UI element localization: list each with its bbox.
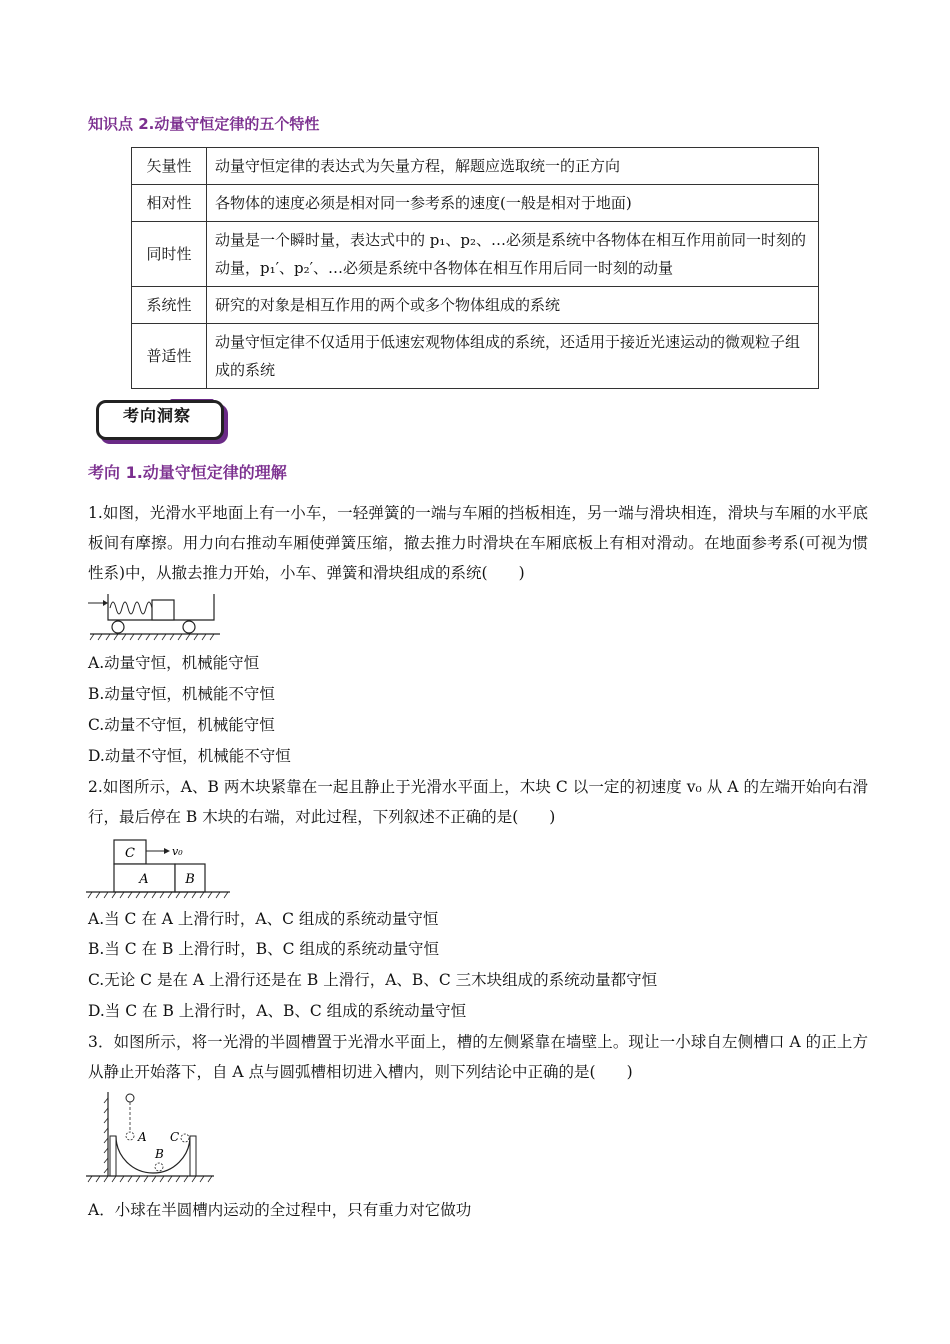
property-name: 矢量性 bbox=[132, 148, 207, 185]
q1-option-c[interactable]: C.动量不守恒，机械能守恒 bbox=[88, 716, 275, 734]
q1-stem: 1.如图，光滑水平地面上有一小车，一轻弹簧的一端与车厢的挡板相连，另一端与滑块相连，滑块与车厢的水平底板间有摩擦。用力向右推动车厢使弹簧压缩，撤去推力时滑块在车厢底板上有相对滑动。在地面参考系(可视为惯性系)中，从撤去推力开始，小车、弹簧和滑块组成的系统( ) bbox=[88, 504, 868, 582]
property-description: 动量是一个瞬时量，表达式中的 p₁、p₂、…必须是系统中各物体在相互作用前同一时刻的动量，p₁′、p₂′、…必须是系统中各物体在相互作用后同一时刻的动量 bbox=[207, 222, 819, 287]
q3-stem: 3．如图所示，将一光滑的半圆槽置于光滑水平面上，槽的左侧紧靠在墙壁上。现让一小球自左侧槽口 A 的正上方从静止开始落下，自 A 点与圆弧槽相切进入槽内，则下列结论中正确的是( ) bbox=[88, 1033, 868, 1081]
q2-label-c: C bbox=[125, 846, 135, 861]
q2-figure bbox=[86, 838, 236, 904]
properties-table bbox=[131, 147, 819, 389]
q2-option-a[interactable]: A.当 C 在 A 上滑行时，A、C 组成的系统动量守恒 bbox=[88, 910, 439, 928]
topic-heading: 考向 1.动量守恒定律的理解 bbox=[88, 463, 287, 482]
section-heading: 知识点 2.动量守恒定律的五个特性 bbox=[88, 115, 320, 133]
q1-option-b[interactable]: B.动量守恒，机械能不守恒 bbox=[88, 685, 275, 703]
property-description: 动量守恒定律不仅适用于低速宏观物体组成的系统，还适用于接近光速运动的微观粒子组成的系统 bbox=[207, 324, 819, 389]
q1-option-a[interactable]: A.动量守恒，机械能守恒 bbox=[88, 654, 260, 672]
table-row bbox=[132, 324, 819, 389]
topic-badge bbox=[92, 394, 226, 440]
q3-option-a[interactable]: A．小球在半圆槽内运动的全过程中，只有重力对它做功 bbox=[88, 1201, 472, 1219]
q3-label-c: C bbox=[170, 1130, 180, 1144]
property-name: 同时性 bbox=[132, 222, 207, 287]
property-name: 普适性 bbox=[132, 324, 207, 389]
property-description: 动量守恒定律的表达式为矢量方程，解题应选取统一的正方向 bbox=[207, 148, 819, 185]
table-row bbox=[132, 185, 819, 222]
q1-figure bbox=[88, 592, 228, 648]
property-name: 相对性 bbox=[132, 185, 207, 222]
q1-option-d[interactable]: D.动量不守恒，机械能不守恒 bbox=[88, 747, 291, 765]
q2-option-b[interactable]: B.当 C 在 B 上滑行时，B、C 组成的系统动量守恒 bbox=[88, 940, 439, 958]
q3-figure bbox=[86, 1090, 218, 1192]
q2-label-v0: v₀ bbox=[172, 845, 183, 858]
table-row bbox=[132, 287, 819, 324]
q2-label-a: A bbox=[139, 872, 149, 887]
property-name: 系统性 bbox=[132, 287, 207, 324]
property-description: 研究的对象是相互作用的两个或多个物体组成的系统 bbox=[207, 287, 819, 324]
property-description: 各物体的速度必须是相对同一参考系的速度(一般是相对于地面) bbox=[207, 185, 819, 222]
badge-label: 考向洞察 bbox=[122, 406, 191, 425]
table-row bbox=[132, 148, 819, 185]
q2-option-c[interactable]: C.无论 C 是在 A 上滑行还是在 B 上滑行，A、B、C 三木块组成的系统动量都守恒 bbox=[88, 971, 658, 989]
q2-option-d[interactable]: D.当 C 在 B 上滑行时，A、B、C 组成的系统动量守恒 bbox=[88, 1002, 467, 1020]
table-row bbox=[132, 222, 819, 287]
q2-stem: 2.如图所示，A、B 两木块紧靠在一起且静止于光滑水平面上，木块 C 以一定的初速度 v₀ 从 A 的左端开始向右滑行，最后停在 B 木块的右端，对此过程，下列叙述不正确的是( ) bbox=[88, 778, 868, 826]
q3-label-a: A bbox=[138, 1130, 147, 1144]
q3-label-b: B bbox=[155, 1147, 164, 1161]
q2-label-b: B bbox=[185, 872, 195, 887]
